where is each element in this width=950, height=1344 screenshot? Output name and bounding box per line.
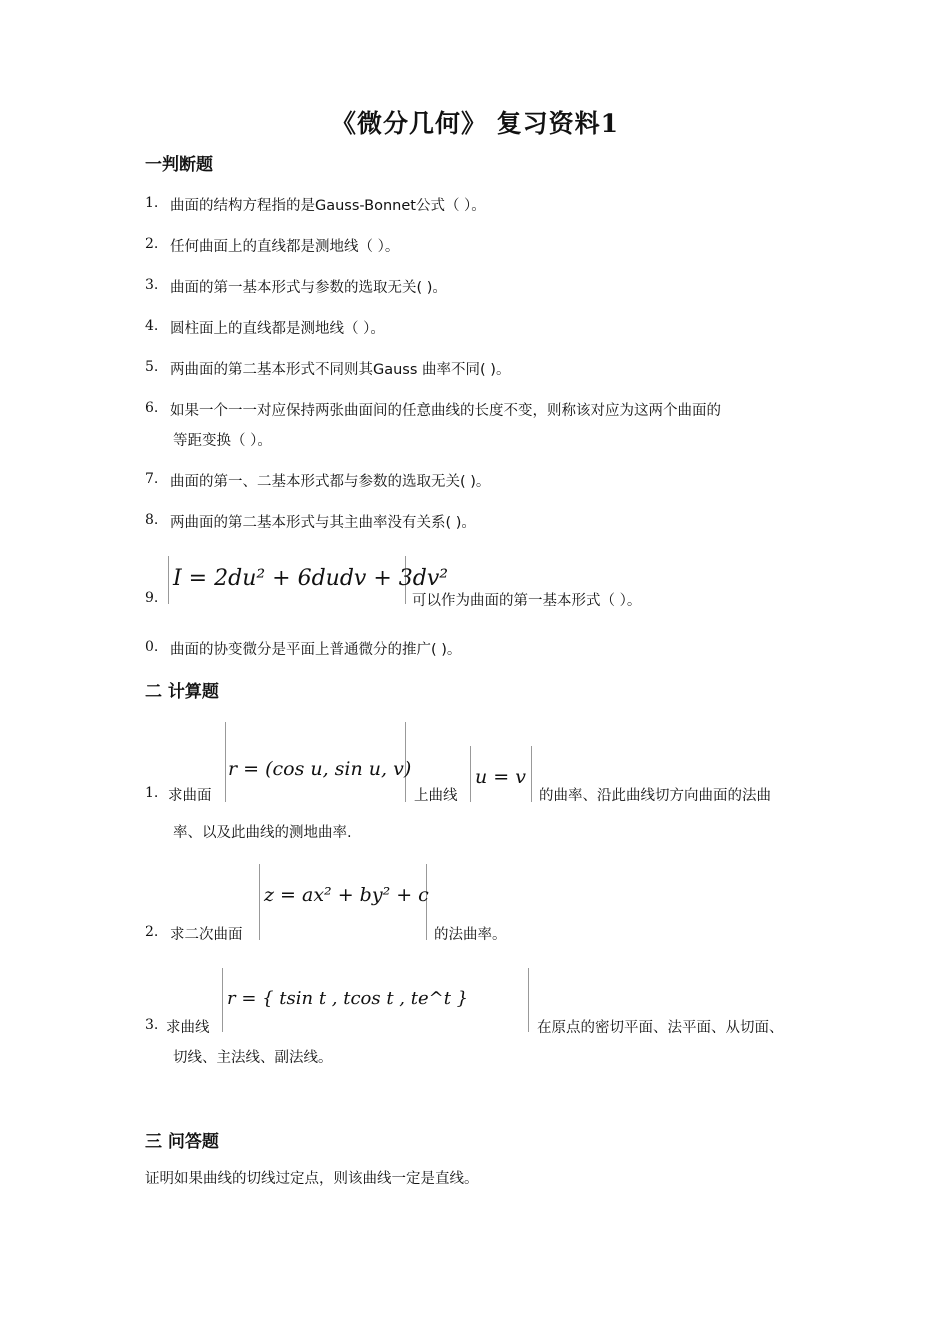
- section-heading-qa: 三 问答题: [145, 1132, 219, 1152]
- item-number: 0.: [145, 639, 159, 655]
- calc-1-mid: 上曲线: [414, 788, 458, 804]
- item-number: 2.: [145, 924, 159, 940]
- qa-question: 证明如果曲线的切线过定点，则该曲线一定是直线。: [145, 1171, 479, 1187]
- item-number: 6.: [145, 400, 159, 416]
- calc-3-prefix: 求曲线: [166, 1020, 210, 1036]
- formula-curve-u-eq-v: [470, 746, 532, 802]
- section-heading-judgment: 一判断题: [145, 155, 213, 175]
- item-number: 1.: [145, 195, 159, 211]
- calc-1-cont: 率、以及此曲线的测地曲率.: [173, 825, 352, 841]
- item-number: 8.: [145, 512, 159, 528]
- formula-space-curve: [222, 968, 529, 1032]
- judgment-item-8: 两曲面的第二基本形式与其主曲率没有关系( )。: [170, 515, 476, 531]
- formula-first-fundamental-form: [168, 556, 449, 604]
- item-number: 9.: [145, 590, 159, 606]
- formula-surface-helicoid: [225, 722, 412, 802]
- judgment-item-7: 曲面的第一、二基本形式都与参数的选取无关( )。: [170, 474, 491, 490]
- item-number: 3.: [145, 277, 159, 293]
- formula-text: z = ax² + by² + c: [264, 884, 429, 906]
- calc-2-prefix: 求二次曲面: [170, 927, 243, 943]
- calc-1-suffix: 的曲率、沿此曲线切方向曲面的法曲: [539, 788, 771, 804]
- calc-1-prefix: 求曲面: [168, 788, 212, 804]
- item-number: 4.: [145, 318, 159, 334]
- judgment-item-10: 曲面的协变微分是平面上普通微分的推广( )。: [170, 642, 462, 658]
- section-heading-calculation: 二 计算题: [145, 682, 219, 702]
- judgment-item-5: 两曲面的第二基本形式不同则其Gauss 曲率不同( )。: [170, 362, 511, 378]
- formula-text: u = v: [475, 766, 526, 788]
- calc-3-suffix: 在原点的密切平面、法平面、从切面、: [537, 1020, 784, 1036]
- formula-text: r = { tsin t , tcos t , te^t }: [227, 988, 469, 1009]
- calc-3-cont: 切线、主法线、副法线。: [173, 1050, 333, 1066]
- judgment-item-4: 圆柱面上的直线都是测地线（ ）。: [170, 321, 385, 337]
- item-number: 2.: [145, 236, 159, 252]
- judgment-item-1: 曲面的结构方程指的是Gauss-Bonnet公式（ ）。: [170, 198, 486, 214]
- item-number: 5.: [145, 359, 159, 375]
- formula-text: r = (cos u, sin u, v): [228, 758, 412, 780]
- calc-2-suffix: 的法曲率。: [434, 927, 507, 943]
- page-title: 《微分几何》 复习资料1: [330, 109, 620, 138]
- formula-text: I = 2du² + 6dudv + 3dv²: [173, 566, 449, 591]
- judgment-item-3: 曲面的第一基本形式与参数的选取无关( )。: [170, 280, 447, 296]
- item-number: 1.: [145, 785, 159, 801]
- judgment-item-9: 可以作为曲面的第一基本形式（ ）。: [412, 593, 642, 609]
- item-number: 3.: [145, 1017, 159, 1033]
- judgment-item-6-cont: 等距变换（ ）。: [173, 433, 272, 449]
- judgment-item-2: 任何曲面上的直线都是测地线（ ）。: [170, 239, 400, 255]
- item-number: 7.: [145, 471, 159, 487]
- judgment-item-6: 如果一个一一对应保持两张曲面间的任意曲线的长度不变，则称该对应为这两个曲面的: [170, 403, 721, 419]
- formula-quadric-surface: [259, 864, 427, 940]
